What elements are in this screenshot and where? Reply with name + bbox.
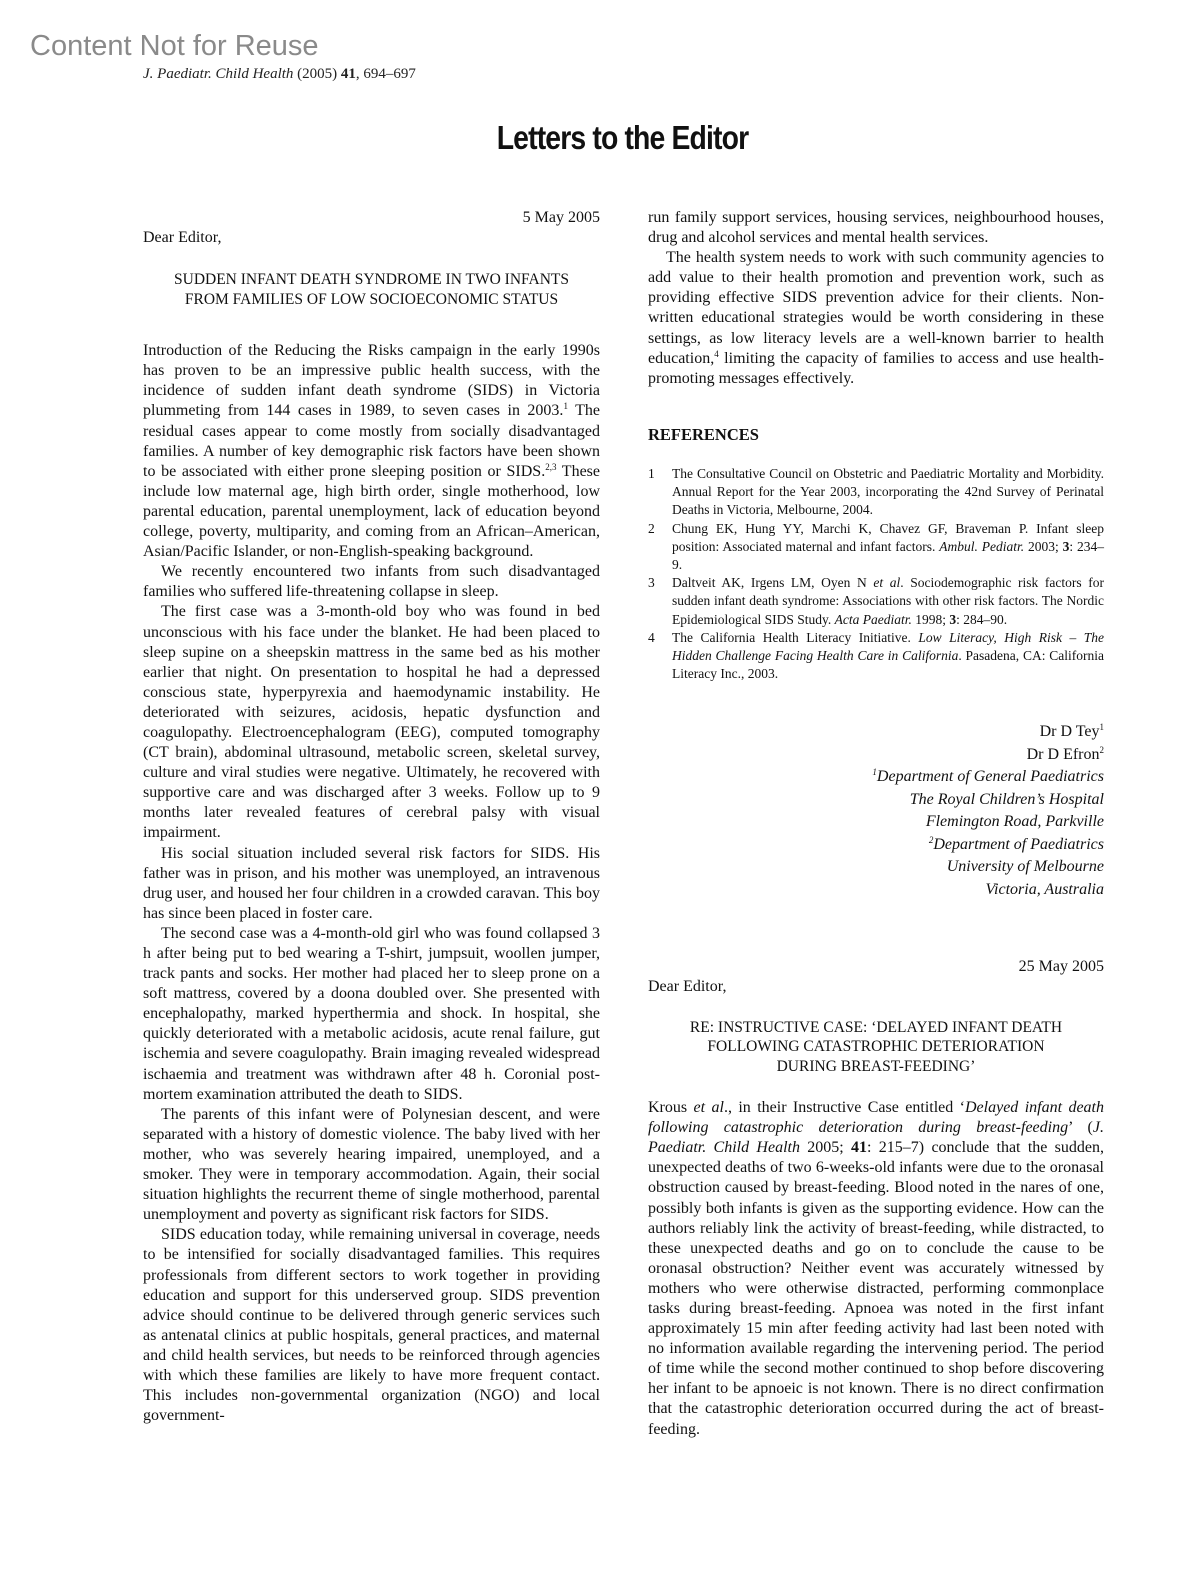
letter2-date: 25 May 2005 bbox=[1018, 958, 1104, 976]
letter1-paragraph: run family support services, housing services, neighbourhood houses, drug and alcohol services and mental health services. bbox=[648, 209, 1104, 247]
text-run: 1998; bbox=[911, 611, 950, 627]
text-run: 2003; bbox=[1024, 538, 1063, 554]
reference-text: The Consultative Council on Obstetric and Paediatric Mortality and Morbidity. Annual Report for the Year 2003, incorporating the 42nd Survey of Perinatal Deaths in Victoria, Melbourne, 2004. bbox=[672, 465, 1104, 518]
letter1-date: 5 May 2005 bbox=[522, 209, 600, 226]
text-run: Introduction of the Reducing the Risks campaign in the early 1990s has proven to be an impressive public health success, with the incidence of sudden infant death syndrome (SIDS) in Victoria plummeting from 144 cases in 1989, to seven cases in 2003. bbox=[143, 342, 600, 420]
text-run: Low Literacy, High Risk – The Hidden Challenge Facing Health Care in California bbox=[672, 629, 1104, 663]
citation-sup: 4 bbox=[714, 348, 719, 359]
text-run: . Pasadena, CA: California Literacy Inc., 2003. bbox=[672, 647, 1104, 682]
text-run: ., in their Instructive Case entitled ‘ bbox=[723, 1099, 965, 1117]
letter1-heading-line1: SUDDEN INFANT DEATH SYNDROME IN TWO INFANTS bbox=[174, 271, 569, 289]
letter2-heading-line3: DURING BREAST-FEEDING’ bbox=[776, 1057, 976, 1075]
text-run: 41 bbox=[851, 1139, 868, 1157]
journal-name: J. Paediatr. Child Health bbox=[143, 66, 294, 82]
letter1-paragraph: His social situation included several risk factors for SIDS. His father was in prison, and his mother was unemployed, an intravenous drug user, and housed her four children in a crowded caravan. This boy has since been placed in foster care. bbox=[143, 844, 600, 922]
affiliation-sup: 1 bbox=[1099, 722, 1104, 733]
text-run: These include low maternal age, high birth order, single motherhood, low parental education, parental unemployment, lack of education beyond college, poverty, multiparity, and coming from an African–American, Asian/Pacific Islander, or non-English-speaking background. bbox=[143, 462, 601, 561]
citation-sup: 2,3 bbox=[545, 461, 557, 472]
reference-number: 2 bbox=[648, 520, 655, 536]
reference-number: 3 bbox=[648, 575, 655, 591]
letter2-salutation: Dear Editor, bbox=[648, 978, 727, 996]
text-run: : 284–90. bbox=[956, 611, 1008, 627]
text-run: limiting the capacity of families to access and use health-promoting messages effectively. bbox=[648, 349, 1104, 387]
text-run: : 234–9. bbox=[672, 538, 1104, 572]
text-run: Department of General Paediatrics bbox=[876, 768, 1104, 786]
affiliation-sup: 2 bbox=[928, 834, 934, 845]
journal-citation bbox=[143, 66, 416, 83]
text-run: et al bbox=[693, 1099, 724, 1117]
text-run: Dr D Tey bbox=[1039, 723, 1100, 741]
affiliation-sup: 2 bbox=[1099, 744, 1104, 755]
citation-sup: 1 bbox=[563, 401, 568, 412]
text-run: Krous bbox=[648, 1099, 694, 1117]
reference-item bbox=[648, 520, 1104, 575]
text-run: Department of Paediatrics bbox=[933, 835, 1104, 853]
reference-item bbox=[648, 465, 1104, 520]
affiliation-line: Flemington Road, Parkville bbox=[925, 813, 1104, 831]
text-run: 3 bbox=[949, 611, 957, 627]
text-run: Acta Paediatr. bbox=[834, 611, 912, 627]
journal-year: (2005) bbox=[297, 66, 338, 82]
affiliation-line bbox=[648, 834, 1104, 857]
letter1-salutation: Dear Editor, bbox=[143, 229, 222, 247]
text-run: The health system needs to work with such community agencies to add value to their health promotion and prevention work, such as providing effective SIDS prevention advice for their clients. Non-written educational strategies would be worth considering in these settings, as low literacy levels are a well-known barrier to health education, bbox=[648, 249, 1104, 367]
affiliation-sup: 1 bbox=[872, 767, 877, 778]
text-run: : 215–7) conclude that the sudden, unexpected deaths of two 6-weeks-old infants were due to the oronasal obstruction caused by breast-feeding. Blood noted in the nares of one, possibly both infants is given as the supporting evidence. How can the authors reliably link the activity of breast-feeding, while distracted, to these unexpected deaths and go on to conclude the cause to be oronasal obstruction? Neither event was accurately witnessed by mothers who were otherwise distracted, performing commonplace tasks during breast-feeding. Apnoea was noted in the first infant approximately 15 min after feeding activity had last been noted with no information available regarding the intervening period. The period of time while the second mother continued to shop before discovering her infant to be apnoeic is not known. There is no direct confirmation that the catastrophic deterioration occurred during the act of breast-feeding. bbox=[648, 1139, 1105, 1438]
affiliation-line: University of Melbourne bbox=[946, 858, 1104, 876]
watermark: Content Not for Reuse bbox=[30, 30, 319, 62]
letter1-paragraph: The first case was a 3-month-old boy who was found in bed unconscious with his face under the blanket. He had been placed to sleep supine on a sheepskin mattress in the same bed as his mother earlier that night. On presentation to hospital he had a depressed conscious state, hyperpyrexia and haemodynamic instability. He deteriorated with seizures, acidosis, hepatic dysfunction and coagulopathy. Electroencephalogram (EEG), computed tomography (CT brain), abdominal ultrasound, metabolic screen, skeletal survey, culture and viral studies were negative. Ultimately, he recovered with supportive care and was discharged after 3 weeks. Follow up to 9 months later revealed features of cerebral palsy with visual impairment. bbox=[143, 603, 600, 842]
text-run: ’ ( bbox=[1068, 1119, 1093, 1137]
journal-pages: , 694–697 bbox=[355, 66, 416, 82]
letter2-heading-line1: RE: INSTRUCTIVE CASE: ‘DELAYED INFANT DEATH bbox=[689, 1018, 1063, 1036]
text-run: Dr D Efron bbox=[1026, 745, 1100, 763]
letter1-paragraph bbox=[648, 248, 1104, 389]
letter1-paragraph: The second case was a 4-month-old girl who was found collapsed 3 h after being put to bed wearing a T-shirt, jumpsuit, woollen jumper, track pants and socks. Her mother had placed her to sleep prone on a soft mattress, covered by a doona doubled over. She presented with encephalopathy, marked hyperthermia and shock. In hospital, she quickly deteriorated with a metabolic acidosis, acute renal failure, gut ischemia and severe coagulopathy. Brain imaging revealed widespread ischaemia and treatment was withdrawn after 48 h. Coronial post-mortem examination attributed the death to SIDS. bbox=[143, 924, 600, 1103]
letter2-heading-line2: FOLLOWING CATASTROPHIC DETERIORATION bbox=[707, 1038, 1045, 1056]
text-run: Ambul. Pediatr. bbox=[939, 538, 1025, 554]
letter1-paragraph: The parents of this infant were of Polynesian descent, and were separated with a history of domestic violence. The baby lived with her mother, who was severely hearing impaired, unemployed, and a smoker. They were in temporary accommodation. Again, their social situation highlights the recurrent theme of single motherhood, parental unemployment and poverty as significant risk factors for SIDS. bbox=[143, 1105, 600, 1224]
letter1-paragraph: SIDS education today, while remaining universal in coverage, needs to be intensified for socially disadvantaged families. This requires professionals from different sectors to work together in providing education and support for this underserved group. SIDS prevention advice should continue to be delivered through generic services such as antenatal clinics at public hospitals, general practices, and maternal and child health services, but needs to be reinforced through agencies with which these families are likely to have more frequent contact. This includes non-governmental organization (NGO) and local government- bbox=[143, 1226, 600, 1425]
text-run: et al bbox=[873, 575, 901, 591]
affiliation-line bbox=[648, 766, 1104, 789]
author-name bbox=[648, 744, 1104, 767]
reference-number: 4 bbox=[648, 629, 655, 645]
affiliation-line: The Royal Children’s Hospital bbox=[909, 790, 1104, 808]
letter2-heading bbox=[648, 1018, 1104, 1077]
right-column bbox=[648, 208, 1104, 1440]
text-run: The California Health Literacy Initiative. bbox=[672, 629, 919, 645]
text-run: . Sociodemographic risk factors for sudden infant death syndrome: Associations with other risk factors. The Nordic Epidemiological SIDS Study. bbox=[672, 575, 1104, 627]
reference-text bbox=[672, 629, 1104, 684]
text-run: 2005; bbox=[799, 1139, 852, 1157]
section-title: Letters to the Editor bbox=[496, 119, 749, 156]
references-heading: REFERENCES bbox=[648, 424, 759, 444]
signature-block bbox=[648, 721, 1104, 901]
reference-item bbox=[648, 629, 1104, 684]
letter1-heading bbox=[143, 270, 600, 309]
letter1-heading-line2: FROM FAMILIES OF LOW SOCIOECONOMIC STATUS bbox=[184, 290, 559, 308]
reference-text bbox=[672, 574, 1104, 629]
letter1-paragraph: We recently encountered two infants from such disadvantaged families who suffered life-threatening collapse in sleep. bbox=[143, 563, 600, 601]
letter1-paragraph bbox=[143, 341, 600, 562]
journal-volume: 41 bbox=[340, 66, 356, 82]
text-run: Daltveit AK, Irgens LM, Oyen N bbox=[672, 575, 874, 591]
text-run: The residual cases appear to come mostly from socially disadvantaged families. A number of key demographic risk factors have been shown to be associated with either prone sleeping position or SIDS. bbox=[143, 402, 600, 480]
reference-item bbox=[648, 574, 1104, 629]
reference-text bbox=[672, 520, 1104, 575]
affiliation-line: Victoria, Australia bbox=[985, 880, 1104, 898]
left-column bbox=[143, 208, 600, 1426]
reference-number: 1 bbox=[648, 465, 655, 481]
text-run: J. Paediatr. Child Health bbox=[648, 1119, 1104, 1157]
letter2-paragraph bbox=[648, 1098, 1104, 1440]
text-run: Delayed infant death following catastrophic deterioration during breast-feeding bbox=[648, 1099, 1105, 1137]
author-name bbox=[648, 721, 1104, 744]
text-run: Chung EK, Hung YY, Marchi K, Chavez GF, Braveman P. Infant sleep position: Associated maternal and infant factors. bbox=[672, 520, 1104, 554]
text-run: 3 bbox=[1062, 538, 1070, 554]
